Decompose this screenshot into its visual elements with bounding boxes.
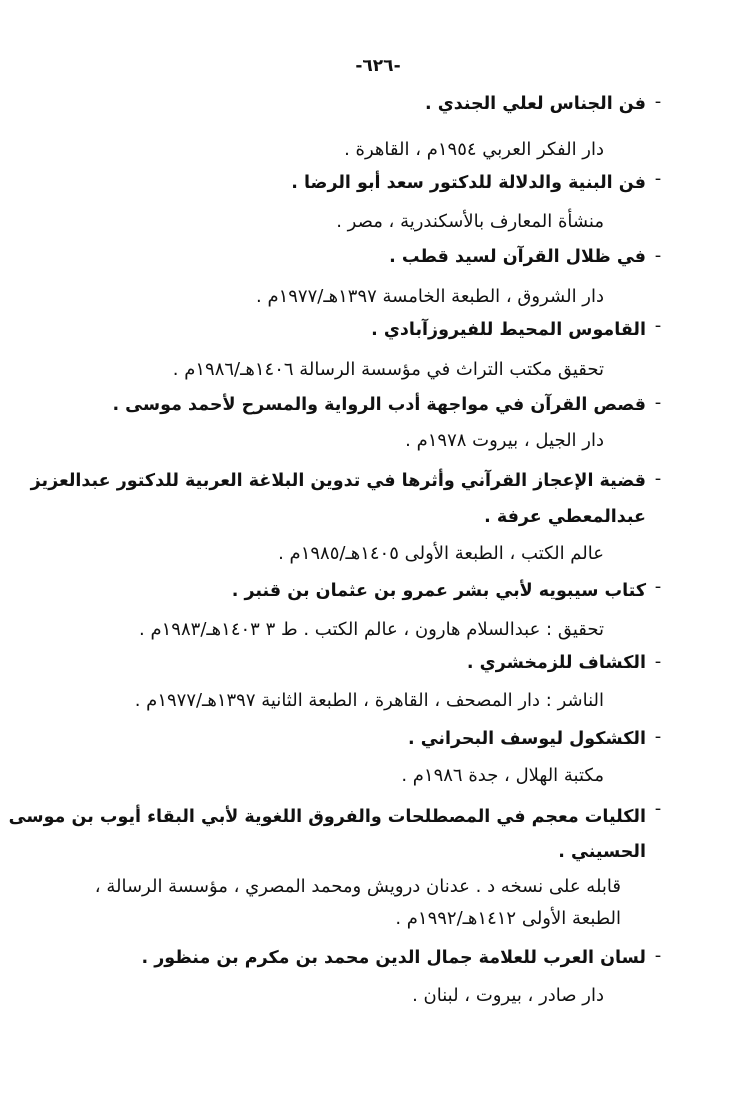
bullet-dash: - (654, 798, 662, 819)
bullet-dash: - (654, 315, 662, 336)
entry-title: لسان العرب للعلامة جمال الدين محمد بن مكرم بن منظور . (141, 948, 646, 968)
bullet-dash: - (654, 651, 662, 672)
entry-detail: تحقيق مكتب التراث في مؤسسة الرسالة ١٤٠٦هـ/١٩٨٦م . (172, 359, 604, 380)
entry-detail: دار الجيل ، بيروت ١٩٧٨م . (405, 430, 604, 451)
entry-title: قصص القرآن في مواجهة أدب الرواية والمسرح لأحمد موسى . (112, 395, 646, 415)
entry-title: القاموس المحيط للفيروزآبادي . (371, 320, 646, 340)
entry-title-continued: عبدالمعطي عرفة . (484, 507, 646, 527)
bullet-dash: - (654, 468, 662, 489)
entry-detail: الطبعة الأولى ١٤١٢هـ/١٩٩٢م . (395, 908, 621, 929)
bullet-dash: - (654, 91, 662, 112)
entry-detail: دار صادر ، بيروت ، لبنان . (412, 985, 604, 1006)
entry-detail: مكتبة الهلال ، جدة ١٩٨٦م . (401, 765, 604, 786)
entry-detail: دار الشروق ، الطبعة الخامسة ١٣٩٧هـ/١٩٧٧م . (256, 286, 604, 307)
page-number: -٦٢٦- (355, 56, 401, 76)
bullet-dash: - (654, 245, 662, 266)
entry-title: في ظلال القرآن لسيد قطب . (389, 247, 646, 267)
bullet-dash: - (654, 945, 662, 966)
entry-title: قضية الإعجاز القرآني وأثرها في تدوين البلاغة العربية للدكتور عبدالعزيز (30, 471, 646, 491)
entry-detail: عالم الكتب ، الطبعة الأولى ١٤٠٥هـ/١٩٨٥م . (278, 543, 604, 564)
entry-title: الكليات معجم في المصطلحات والفروق اللغوية لأبي البقاء أيوب بن موسى (8, 807, 646, 827)
bullet-dash: - (654, 576, 662, 597)
entry-title: فن البنية والدلالة للدكتور سعد أبو الرضا . (291, 173, 646, 193)
entry-title: الكشاف للزمخشري . (466, 653, 646, 673)
entry-title: الكشكول ليوسف البحراني . (407, 729, 646, 749)
entry-title-continued: الحسيني . (558, 842, 646, 862)
entry-detail: دار الفكر العربي ١٩٥٤م ، القاهرة . (344, 139, 604, 160)
bullet-dash: - (654, 168, 662, 189)
entry-title: كتاب سيبويه لأبي بشر عمرو بن عثمان بن قنبر . (231, 581, 646, 601)
entry-detail: قابله على نسخه د . عدنان درويش ومحمد المصري ، مؤسسة الرسالة ، (94, 876, 621, 897)
entry-detail: الناشر : دار المصحف ، القاهرة ، الطبعة الثانية ١٣٩٧هـ/١٩٧٧م . (134, 690, 604, 711)
entry-detail: منشأة المعارف بالأسكندرية ، مصر . (336, 211, 604, 232)
bullet-dash: - (654, 392, 662, 413)
bullet-dash: - (654, 726, 662, 747)
entry-detail: تحقيق : عبدالسلام هارون ، عالم الكتب . ط ٣ ١٤٠٣هـ/١٩٨٣م . (139, 619, 604, 640)
entry-title: فن الجناس لعلي الجندي . (424, 94, 646, 114)
